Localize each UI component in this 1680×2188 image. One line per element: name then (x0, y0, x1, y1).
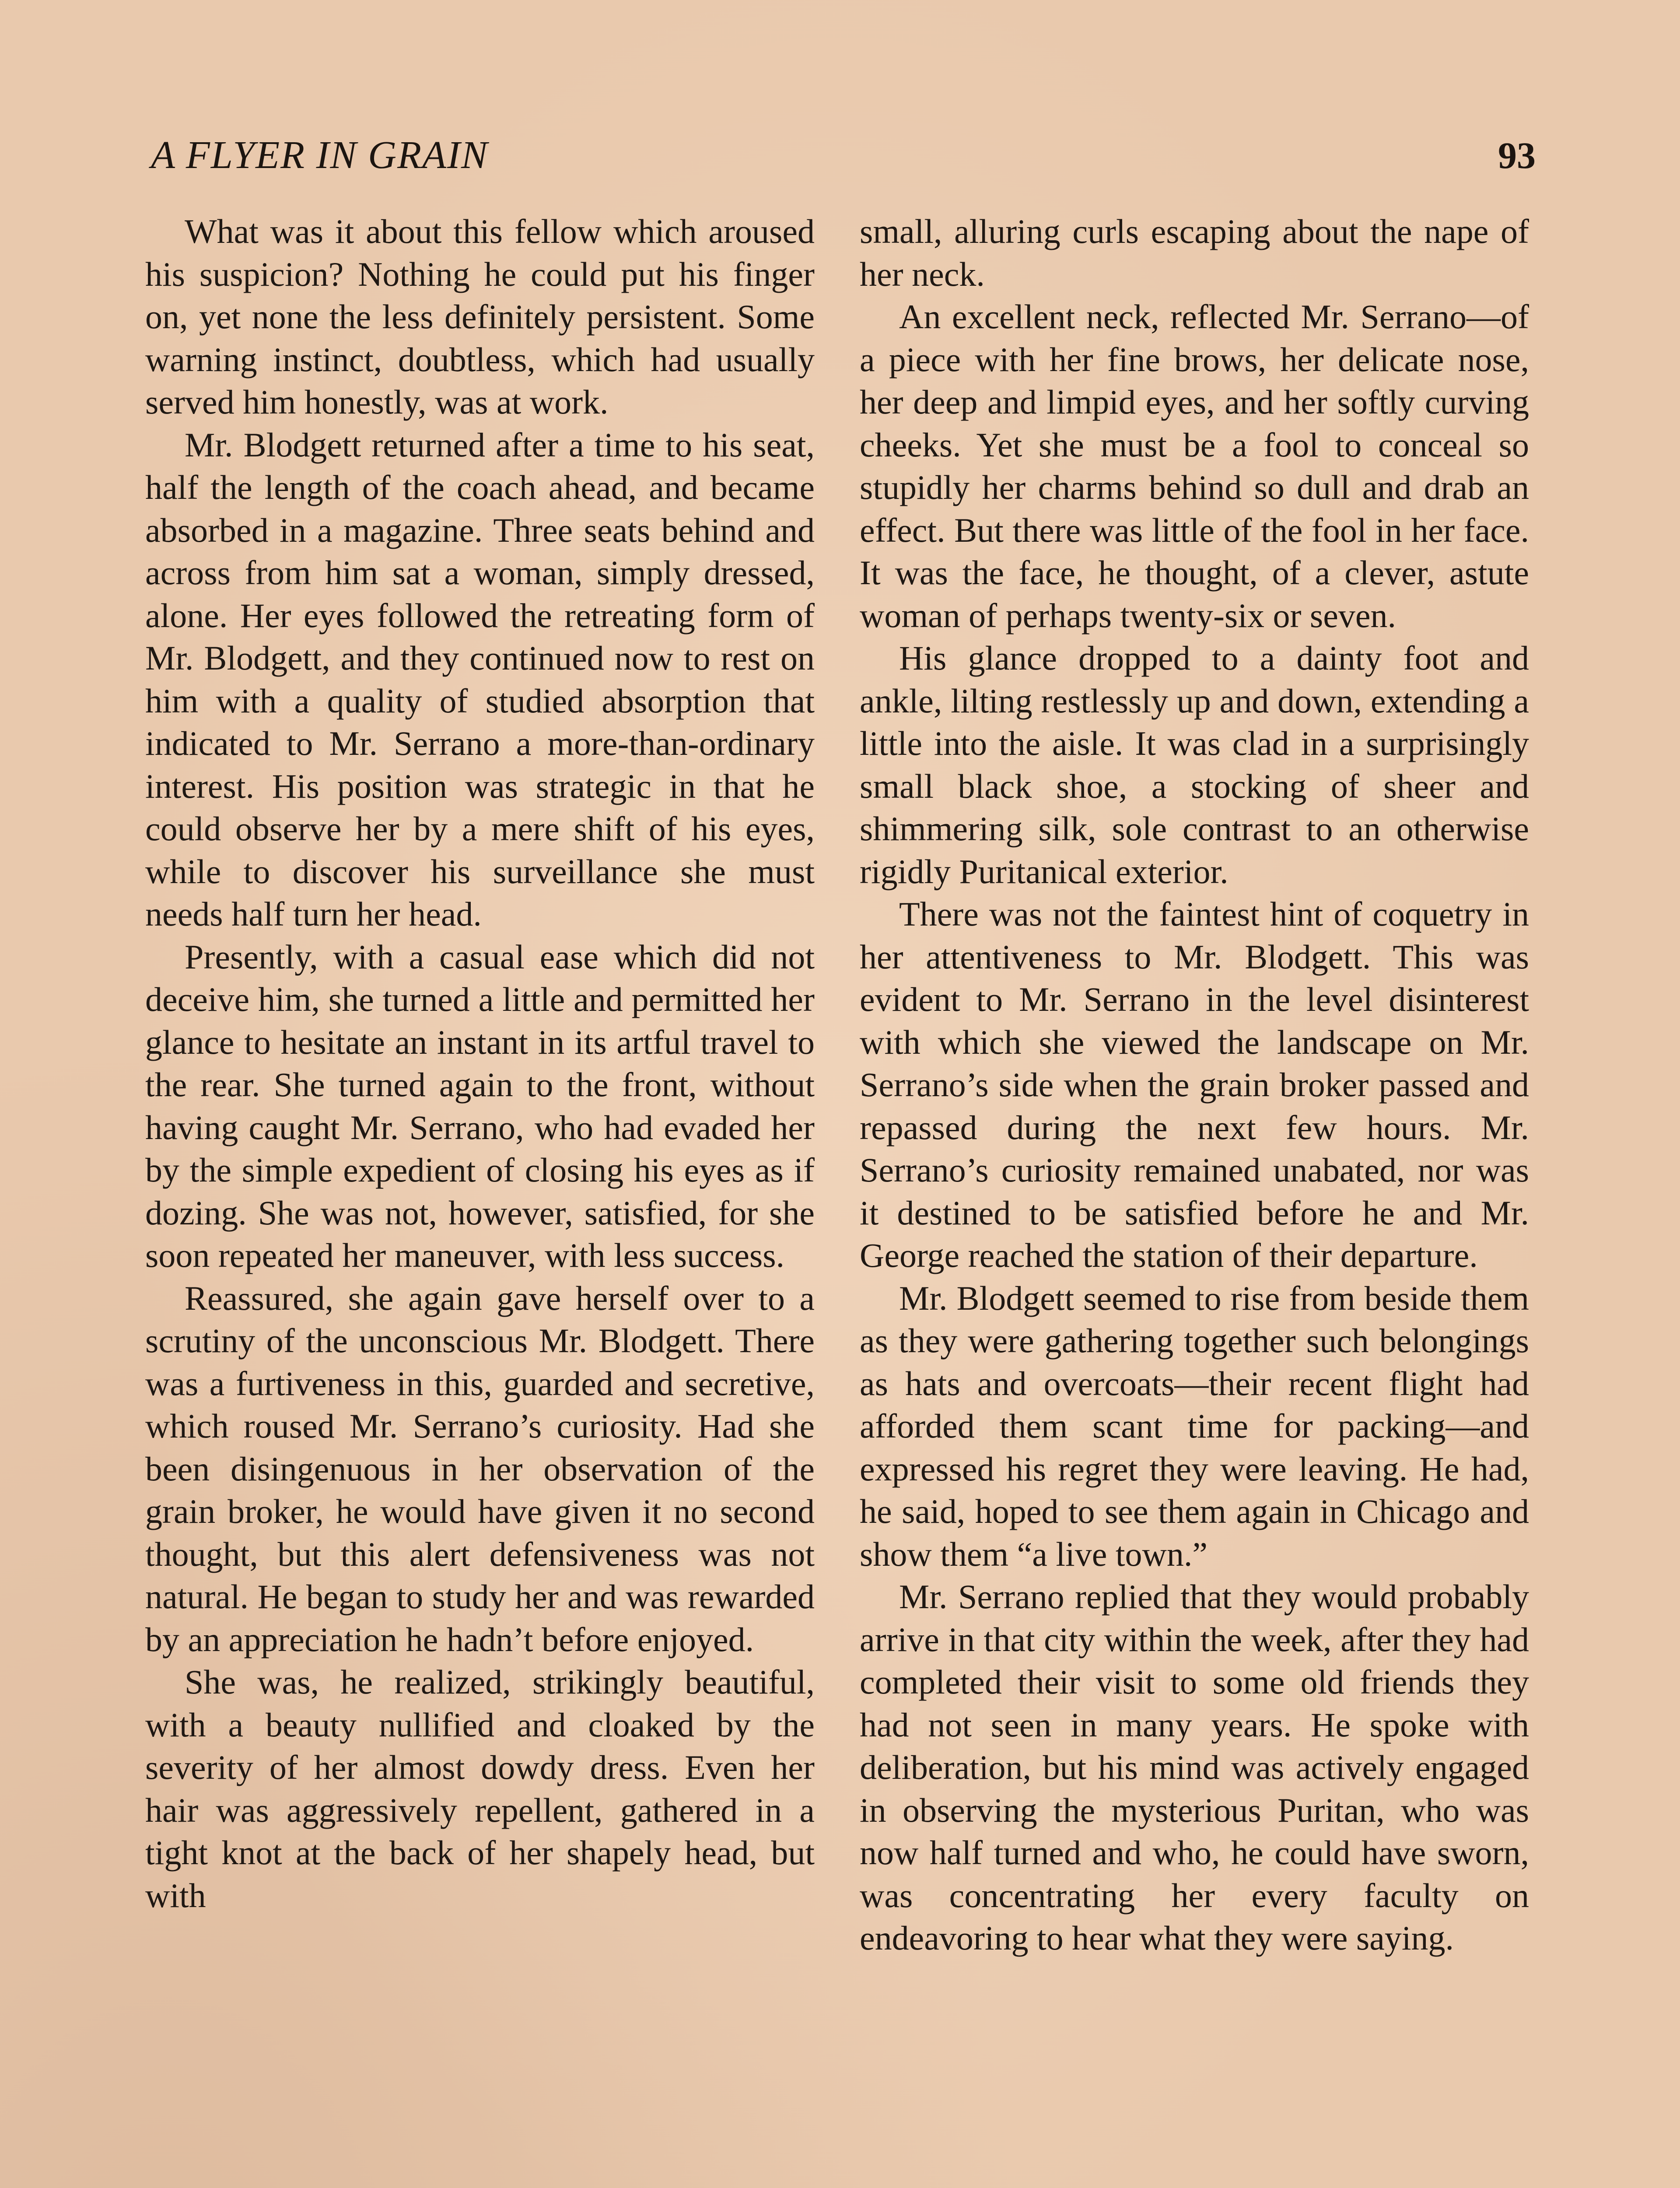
right-column (860, 210, 1529, 1960)
paragraph: Mr. Serrano replied that they would probably arrive in that city within the week, after they had completed their visit to some old friends they had not seen in many years. He spoke with deliberation, but his mind was actively engaged in observing the mysterious Puritan, who was now half turned and who, he could have sworn, was concentrating her every faculty on endeavoring to hear what they were saying. (860, 1578, 1529, 1957)
paragraph: Presently, with a casual ease which did not deceive him, she turned a little and permitted her glance to hesitate an instant in its artful travel to the rear. She turned again to the front, without having caught Mr. Serrano, who had evaded her by the simple expedient of closing his eyes as if dozing. She was not, however, satisfied, for she soon repeated her maneuver, with less success. (145, 937, 815, 1274)
paragraph: An excellent neck, reflected Mr. Serrano—of a piece with her fine brows, her delicate nose, her deep and limpid eyes, and her softly curving cheeks. Yet she must be a fool to conceal so stupidly her charms behind so dull and drab an effect. But there was little of the fool in her face. It was the face, he thought, of a clever, astute woman of perhaps twenty-six or seven. (860, 298, 1529, 635)
page-number: 93 (1498, 134, 1536, 176)
paragraph: Mr. Blodgett seemed to rise from beside them as they were gathering together such belongings as hats and overcoats—their recent flight had afforded them scant time for packing—and expressed his regret they were leaving. He had, he said, hoped to see them again in Chicago and show them “a live town.” (860, 1279, 1529, 1573)
paragraph: His glance dropped to a dainty foot and ankle, lilting restlessly up and down, extending a little into the aisle. It was clad in a surprisingly small black shoe, a stocking of sheer and shimmering silk, sole contrast to an otherwise rigidly Puritanical exterior. (860, 639, 1529, 891)
paragraph: She was, he realized, strikingly beautiful, with a beauty nullified and cloaked by the severity of her almost dowdy dress. Even her hair was aggressively repellent, gathered in a tight knot at the back of her shapely head, but with (145, 1663, 815, 1914)
paragraph: Reassured, she again gave herself over to a scrutiny of the unconscious Mr. Blodgett. There was a furtiveness in this, guarded and secretive, which roused Mr. Serrano’s curiosity. Had she been disingenuous in her observation of the grain broker, he would have given it no second thought, but this alert defensiveness was not natural. He began to study her and was rewarded by an appreciation he hadn’t before enjoyed. (145, 1279, 815, 1659)
left-column (145, 210, 815, 1917)
running-title: A FLYER IN GRAIN (151, 133, 489, 177)
paragraph: What was it about this fellow which aroused his suspicion? Nothing he could put his finger on, yet none the less definitely persistent. Some warning instinct, doubtless, which had usually served him honestly, was at work. (145, 212, 815, 421)
paragraph: Mr. Blodgett returned after a time to his seat, half the length of the coach ahead, and became absorbed in a magazine. Three seats behind and across from him sat a woman, simply dressed, alone. Her eyes followed the retreating form of Mr. Blodgett, and they continued now to rest on him with a quality of studied absorption that indicated to Mr. Serrano a more-than-ordinary interest. His position was strategic in that he could observe her by a mere shift of his eyes, while to discover his surveillance she must needs half turn her head. (145, 425, 815, 933)
paragraph-continued: small, alluring curls escaping about the nape of her neck. (860, 212, 1529, 293)
paragraph: There was not the faintest hint of coquetry in her attentiveness to Mr. Blodgett. This was evident to Mr. Serrano in the level disinterest with which she viewed the landscape on Mr. Serrano’s side when the grain broker passed and repassed during the next few hours. Mr. Serrano’s curiosity remained unabated, nor was it destined to be satisfied before he and Mr. George reached the station of their departure. (860, 895, 1529, 1274)
